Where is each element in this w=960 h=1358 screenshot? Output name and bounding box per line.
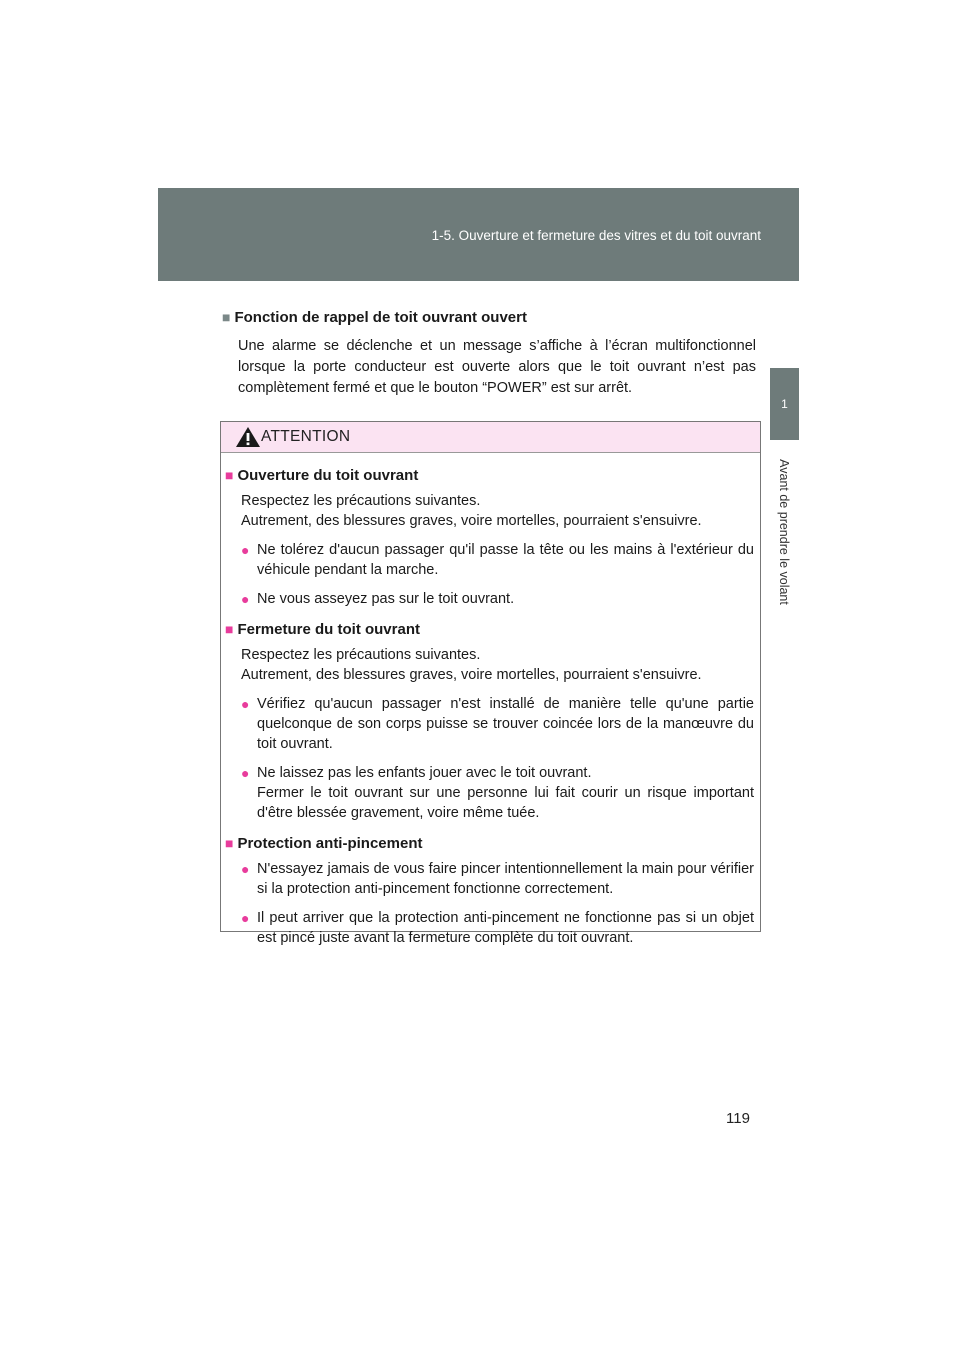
subhead-closing: ■ Fermeture du toit ouvrant [225, 621, 420, 638]
attention-box [220, 421, 761, 946]
page-number: 119 [726, 1110, 750, 1127]
warning-triangle-icon [235, 426, 261, 448]
subhead-anti-pinch: ■ Protection anti-pincement [225, 835, 423, 852]
section-title: 1-5. Ouverture et fermeture des vitres et du toit ouvrant [431, 228, 761, 243]
chapter-number: 1 [781, 397, 788, 411]
attention-title: ATTENTION [261, 428, 351, 445]
subhead-open-roof-reminder: ■ Fonction de rappel de toit ouvrant ouvert [222, 309, 527, 326]
paragraph-precautions: Respectez les précautions suivantes. Autrement, des blessures graves, voire mortelles, pourraient s'ensuivre. [241, 647, 702, 683]
circle-bullet-icon: ● [241, 861, 250, 877]
circle-bullet-icon: ● [241, 591, 250, 607]
list-item: ● Ne laissez pas les enfants jouer avec le toit ouvrant. Fermer le toit ouvrant sur une personne lui fait courir un risque important d'être blessée gravement, voire même tuée. [241, 765, 754, 821]
circle-bullet-icon: ● [241, 696, 250, 712]
list-item: ● Ne vous asseyez pas sur le toit ouvrant. [241, 591, 515, 607]
square-bullet-icon: ■ [222, 309, 231, 325]
list-item: ● N'essayez jamais de vous faire pincer intentionnellement la main pour vérifier si la protection anti-pincement fonctionne correctement. [241, 861, 754, 897]
list-item: ● Vérifiez qu'aucun passager n'est installé de manière telle qu'une partie quelconque de son corps puisse se trouver coincée lors de la manœuvre du toit ouvrant. [241, 696, 754, 752]
circle-bullet-icon: ● [241, 910, 250, 926]
circle-bullet-icon: ● [241, 765, 250, 781]
list-item: ● Il peut arriver que la protection anti-pincement ne fonctionne pas si un objet est pincé juste avant la fermeture complète du toit ouvrant. [241, 910, 754, 946]
paragraph-reminder: Une alarme se déclenche et un message s’affiche à l’écran multifonctionnel lorsque la porte conducteur est ouverte alors que le toit ouvrant n’est pas complètement fermé et que le bouton “POWER” est sur arrêt. [238, 338, 756, 396]
square-bullet-icon: ■ [225, 835, 234, 851]
circle-bullet-icon: ● [241, 542, 250, 558]
chapter-label: Avant de prendre le volant [777, 459, 791, 605]
attention-body [221, 453, 760, 948]
square-bullet-icon: ■ [225, 467, 234, 483]
chapter-tab [770, 368, 799, 440]
list-item: ● Ne tolérez d'aucun passager qu'il passe la tête ou les mains à l'extérieur du véhicule pendant la marche. [241, 542, 754, 578]
main-content [222, 306, 756, 399]
square-bullet-icon: ■ [225, 621, 234, 637]
subhead-opening: ■ Ouverture du toit ouvrant [225, 467, 419, 484]
attention-header [221, 422, 760, 453]
paragraph-precautions: Respectez les précautions suivantes. Autrement, des blessures graves, voire mortelles, pourraient s'ensuivre. [241, 493, 702, 529]
header-band [158, 188, 799, 281]
